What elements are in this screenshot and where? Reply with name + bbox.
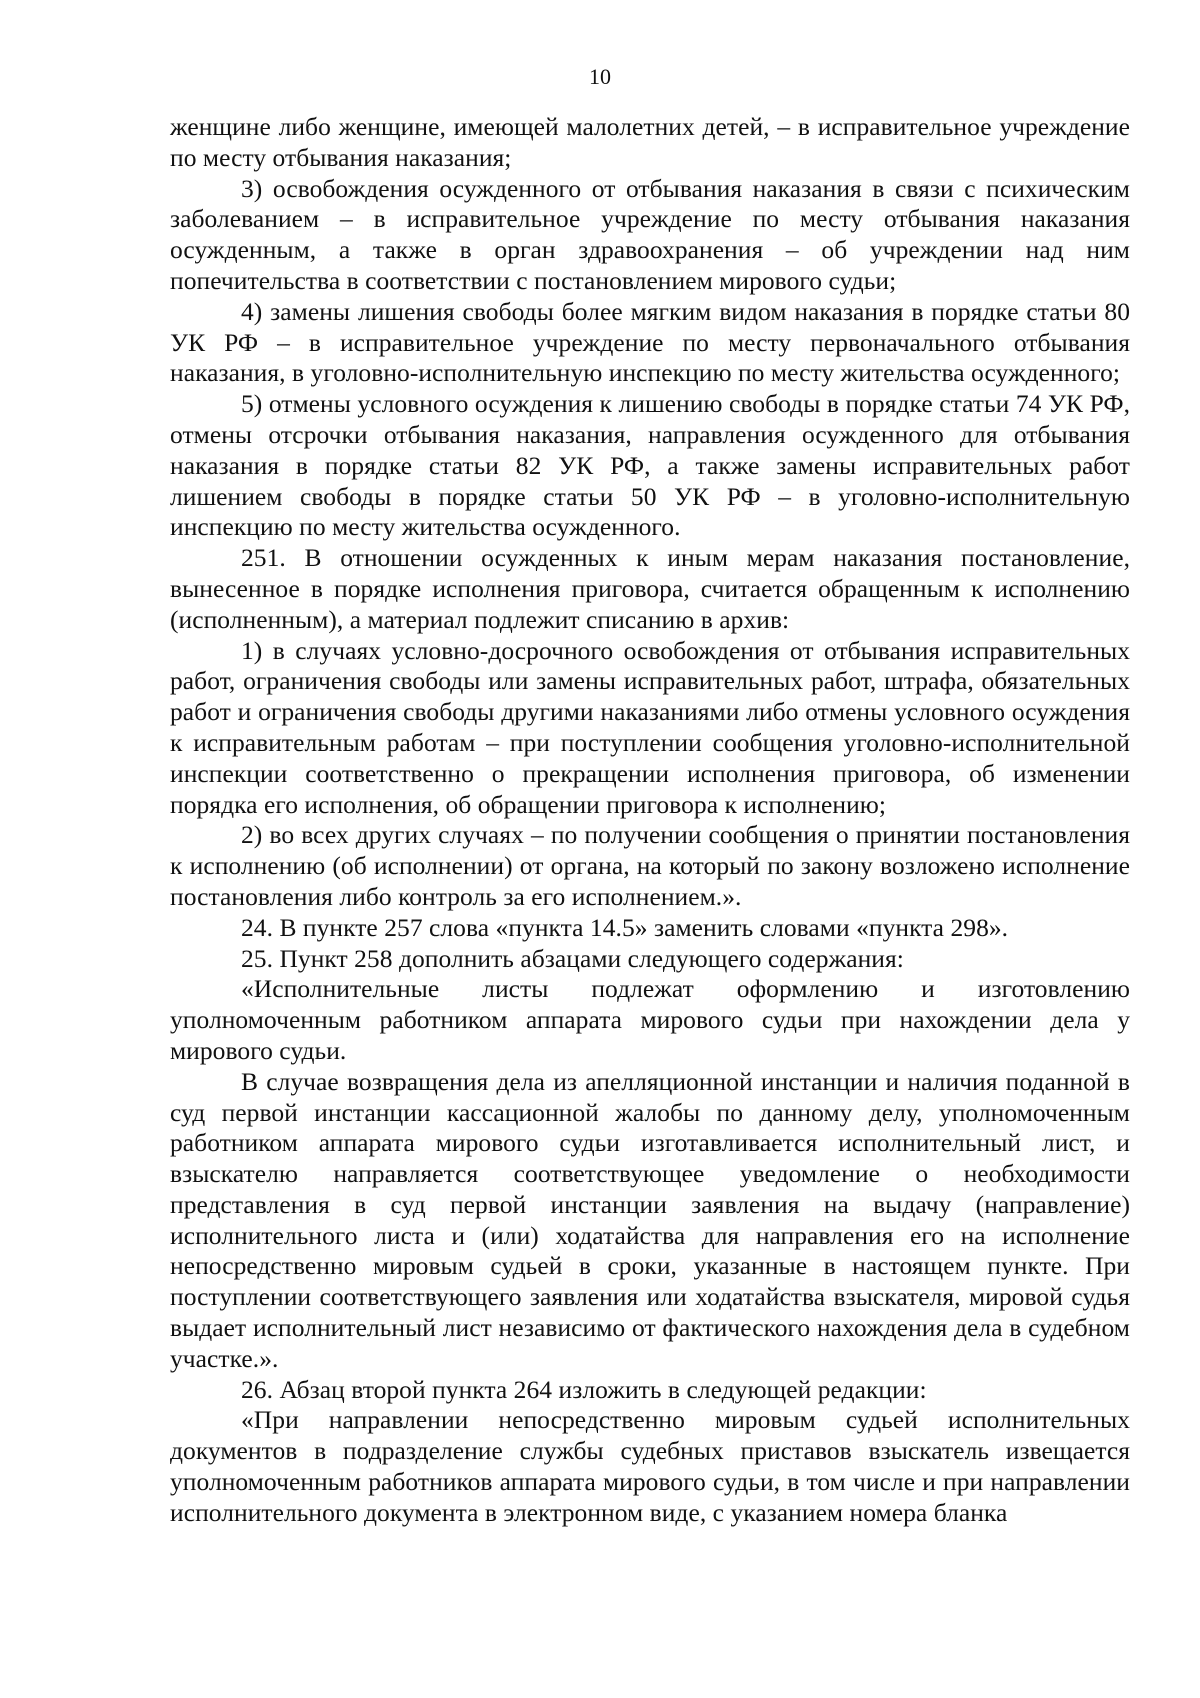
paragraph-3: 4) замены лишения свободы более мягким видом наказания в порядке статьи 80 УК РФ – в исправительное учреждение по месту первоначального отбывания наказания, в уголовно-исполнительную инспекцию по месту жительства осужденного; [170, 296, 1130, 388]
paragraph-12: 26. Абзац второй пункта 264 изложить в следующей редакции: [241, 1374, 927, 1404]
paragraph-5: 251. В отношении осужденных к иным мерам наказания постановление, вынесенное в порядке исполнения приговора, считается обращенным к исполнению (исполненным), а материал подлежит списанию в архив: [170, 543, 1130, 634]
paragraph-7: 2) во всех других случаях – по получении сообщения о принятии постановления к исполнению (об исполнении) от органа, на который по закону возложено исполнение постановления либо контроль за его исполнением.». [170, 820, 1130, 911]
paragraph-13: «При направлении непосредственно мировым судьей исполнительных документов в подразделение службы судебных приставов взыскатель извещается уполномоченным работников аппарата мирового судьи, в том числе и при направлении исполнительного документа в электронном виде, с указанием номера бланка [170, 1405, 1130, 1527]
paragraph-6: 1) в случаях условно-досрочного освобождения от отбывания исправительных работ, ограничения свободы или замены исправительных работ, штрафа, обязательных работ и ограничения свободы другими наказаниями либо отмены условного осуждения к исправительным работам – при поступлении сообщения уголовно-исполнительной инспекции соответственно о прекращении исполнения приговора, об изменении порядка его исполнения, об обращении приговора к исполнению; [170, 635, 1130, 819]
paragraph-8: 24. В пункте 257 слова «пункта 14.5» заменить словами «пункта 298». [241, 912, 1009, 942]
page-number: 10 [589, 64, 611, 89]
paragraph-4: 5) отмены условного осуждения к лишению свободы в порядке статьи 74 УК РФ, отмены отсрочки отбывания наказания, направления осужденного для отбывания наказания в порядке статьи 82 УК РФ, а также замены исправительных работ лишением свободы в порядке статьи 50 УК РФ – в уголовно-исполнительную инспекцию по месту жительства осужденного. [170, 389, 1130, 542]
paragraph-9: 25. Пункт 258 дополнить абзацами следующего содержания: [241, 943, 904, 973]
document-body [170, 112, 1130, 1529]
paragraph-2: 3) освобождения осужденного от отбывания наказания в связи с психическим заболеванием – в исправительное учреждение по месту отбывания наказания осужденным, а также в орган здравоохранения – об учреждении над ним попечительства в соответствии с постановлением мирового судьи; [170, 173, 1130, 295]
paragraph-1: женщине либо женщине, имеющей малолетних детей, – в исправительное учреждение по месту отбывания наказания; [170, 112, 1130, 172]
paragraph-10: «Исполнительные листы подлежат оформлению и изготовлению уполномоченным работником аппарата мирового судьи при нахождении дела у мирового судьи. [170, 974, 1130, 1065]
paragraph-11: В случае возвращения дела из апелляционной инстанции и наличия поданной в суд первой инстанции кассационной жалобы по данному делу, уполномоченным работником аппарата мирового судьи изготавливается исполнительный лист, и взыскателю направляется соответствующее уведомление о необходимости представления в суд первой инстанции заявления на выдачу (направление) исполнительного листа и (или) ходатайства для направления его на исполнение непосредственно мировым судьей в сроки, указанные в настоящем пункте. При поступлении соответствующего заявления или ходатайства взыскателя, мировой судья выдает исполнительный лист независимо от фактического нахождения дела в судебном участке.». [170, 1066, 1130, 1373]
